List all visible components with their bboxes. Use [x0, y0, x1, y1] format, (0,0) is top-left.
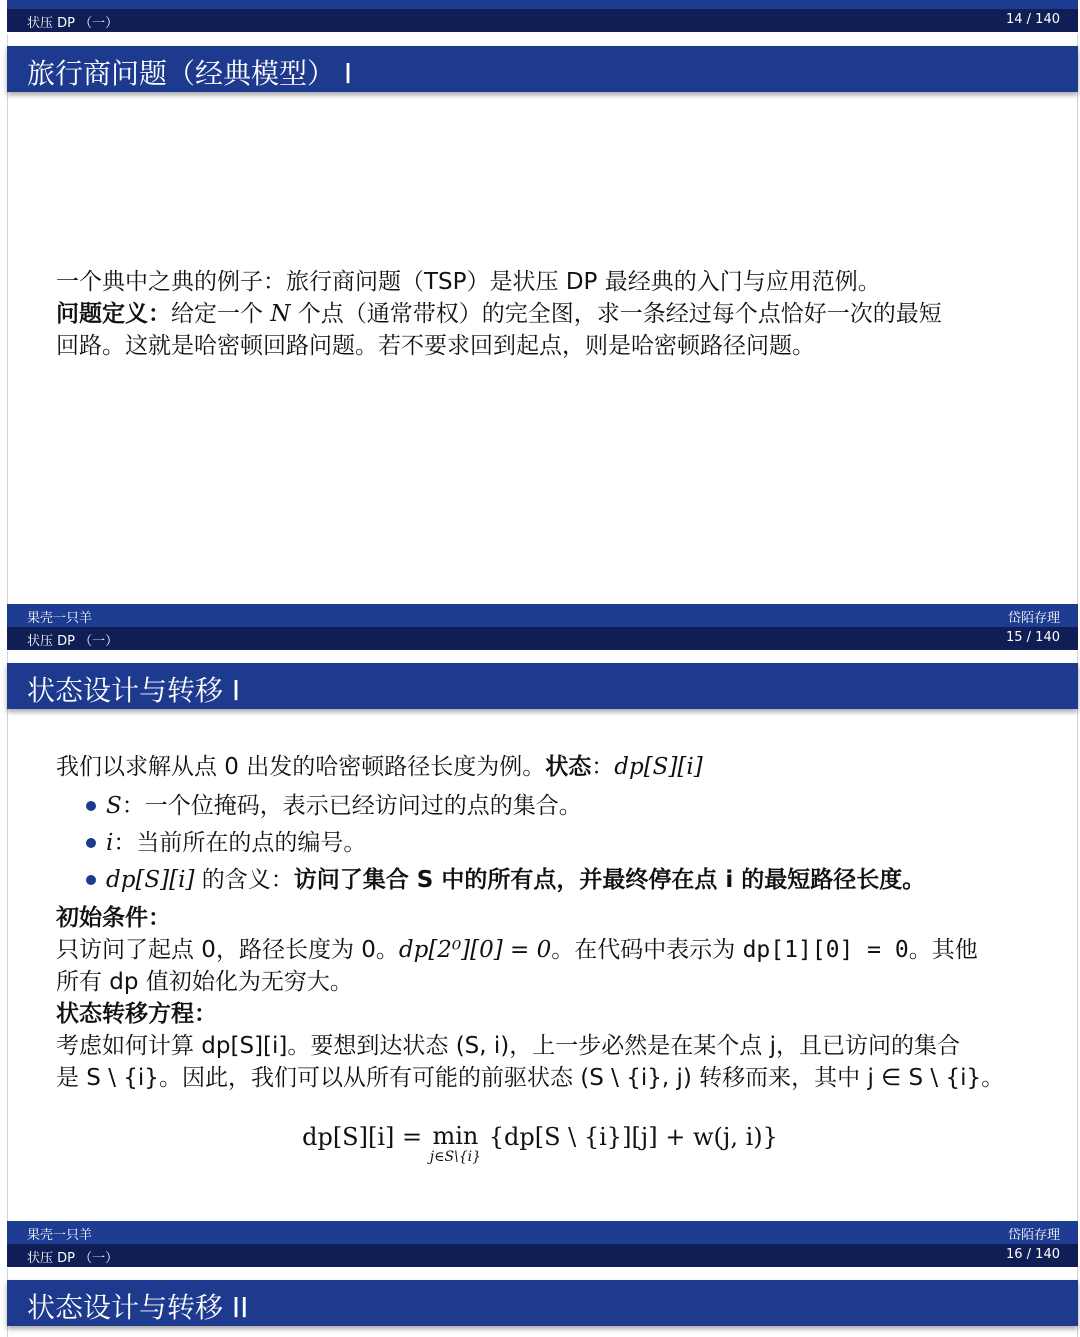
slide-title: 状态设计与转移 II	[27, 1291, 249, 1324]
slide-title: 旅行商问题（经典模型） I	[27, 57, 353, 90]
footer-short-title: 状压 DP （一）	[27, 1251, 119, 1266]
min-operator: min j∈S\{i}	[429, 1122, 482, 1165]
slide-14-body	[56, 266, 1046, 362]
slide-title: 状态设计与转移 I	[27, 674, 241, 707]
footer-page-number: 16 / 140	[1006, 1247, 1060, 1262]
slide-14-footer-top	[7, 604, 1078, 627]
footer-org: 岱陌存理	[1007, 611, 1060, 626]
bullet-icon	[86, 875, 96, 885]
slide-15-conditions	[56, 902, 1046, 1094]
slide-14-title-bar	[7, 46, 1078, 92]
definition-label: 问题定义：	[56, 301, 171, 327]
footer-short-title: 状压 DP （一）	[27, 634, 119, 649]
init-label: 初始条件：	[56, 905, 171, 931]
bullet-item-meaning: dp[S][i] 的含义：访问了集合 S 中的所有点，并最终停在点 i 的最短路径长度。	[106, 867, 926, 893]
footer-author: 果壳一只羊	[27, 1228, 93, 1243]
bullet-icon	[86, 801, 96, 811]
footer-short-title: 状压 DP （一）	[27, 16, 119, 31]
code-snippet: dp[1][0] = 0	[742, 937, 909, 963]
footer-author: 果壳一只羊	[27, 611, 93, 626]
definition-line: 问题定义：给定一个 N 个点（通常带权）的完全图，求一条经过每个点恰好一次的最短	[56, 301, 942, 327]
bullet-icon	[86, 838, 96, 848]
init-line-1: 只访问了起点 0，路径长度为 0。dp[2⁰][0] = 0。在代码中表示为 dp[1][0] = 0。其他	[56, 937, 978, 963]
slide-15-footer-top	[7, 1221, 1078, 1244]
transition-label: 状态转移方程：	[56, 1001, 217, 1027]
slide-14-footer-bottom	[7, 627, 1078, 650]
state-label: 状态	[545, 754, 592, 780]
slide-15-title-bar	[7, 663, 1078, 709]
transition-line-2: 是 S \ {i}。因此，我们可以从所有可能的前驱状态 (S \ {i}, j) 转移而来，其中 j ∈ S \ {i}。	[56, 1065, 1005, 1091]
bullet-item-i: i：当前所在的点的编号。	[106, 830, 367, 856]
transition-formula: dp[S][i] = min j∈S\{i} {dp[S \ {i}][j] + w(j, i)}	[302, 1122, 778, 1165]
slide13-footer-bottom	[7, 9, 1078, 32]
slide-15-footer-bottom	[7, 1244, 1078, 1267]
definition-line-2: 回路。这就是哈密顿回路问题。若不要求回到起点，则是哈密顿路径问题。	[56, 333, 815, 359]
init-line-2: 所有 dp 值初始化为无穷大。	[56, 969, 353, 995]
footer-page-number: 14 / 140	[1006, 12, 1060, 27]
footer-org: 岱陌存理	[1007, 1228, 1060, 1243]
footer-page-number: 15 / 140	[1006, 630, 1060, 645]
intro-line: 一个典中之典的例子：旅行商问题（TSP）是状压 DP 最经典的入门与应用范例。	[56, 269, 881, 295]
bullet-item-s: S：一个位掩码，表示已经访问过的点的集合。	[106, 793, 582, 819]
slide-16-title-bar	[7, 1280, 1078, 1326]
transition-line-1: 考虑如何计算 dp[S][i]。要想到达状态 (S, i)，上一步必然是在某个点 j，且已访问的集合	[56, 1033, 960, 1059]
slide-15-intro: 我们以求解从点 0 出发的哈密顿路径长度为例。状态：dp[S][i]	[56, 754, 703, 780]
